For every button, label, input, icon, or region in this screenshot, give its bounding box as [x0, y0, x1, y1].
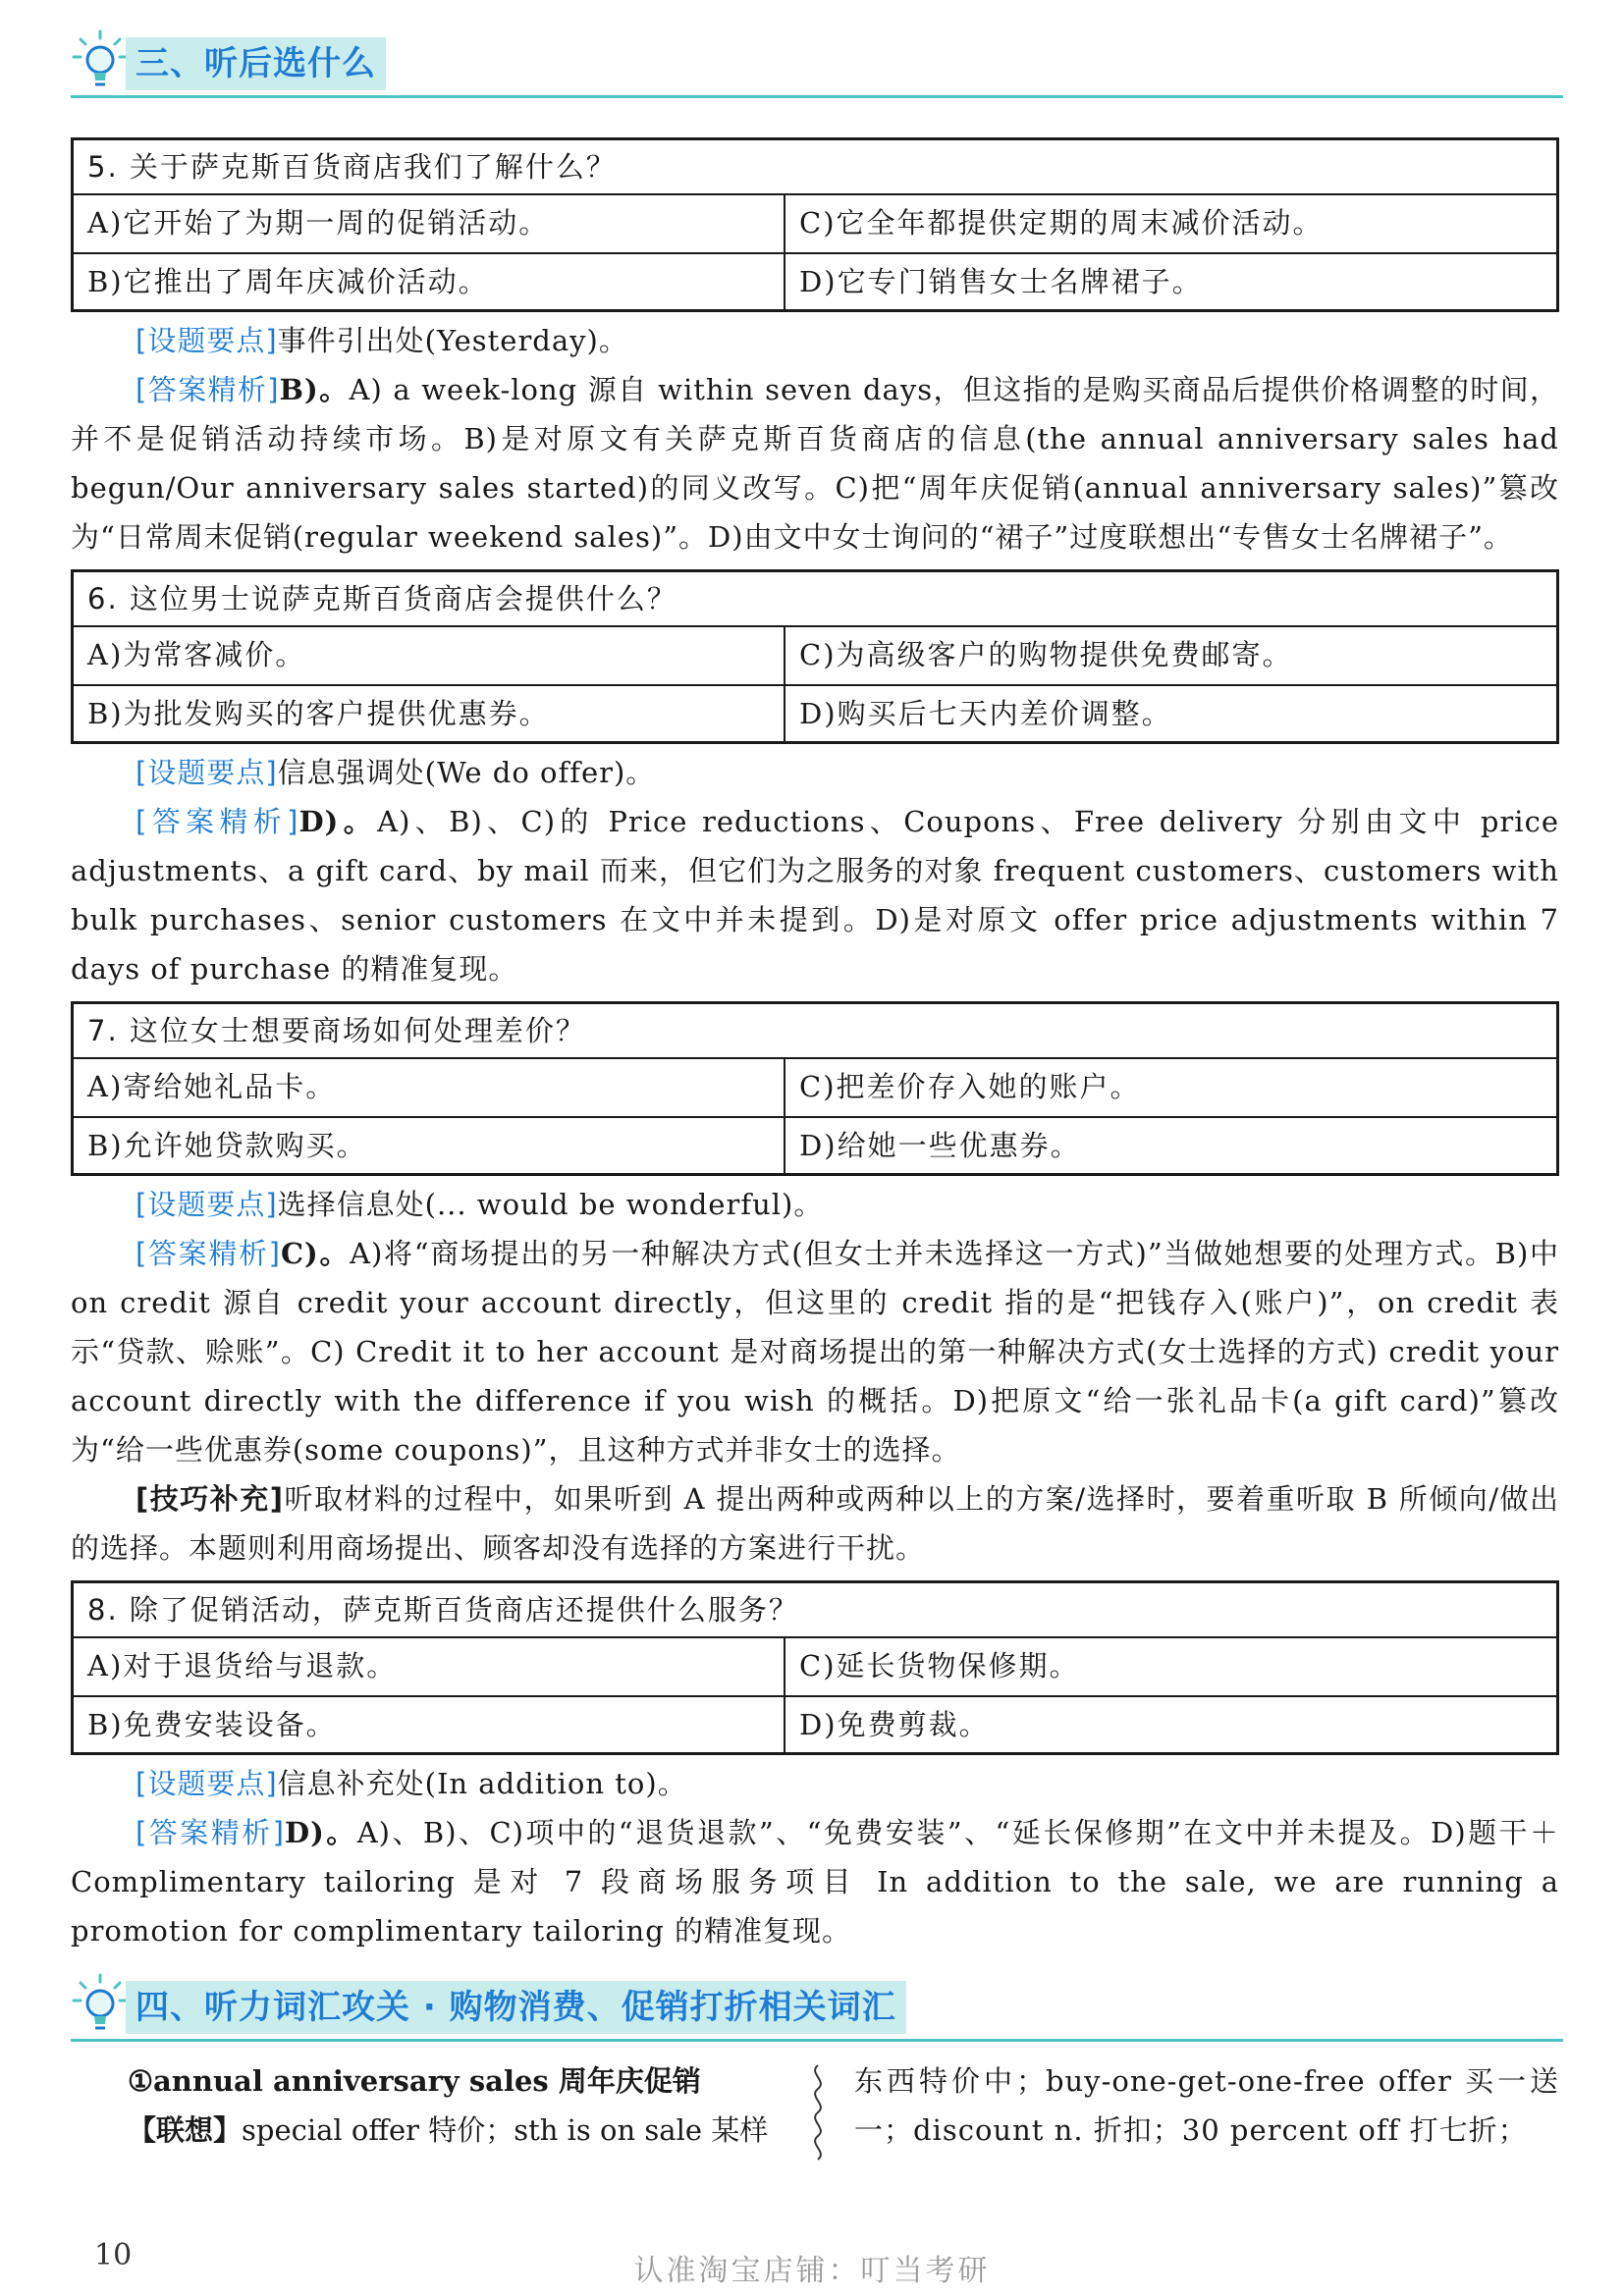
point-paragraph-7	[71, 1180, 1559, 1229]
answer: B)。	[279, 373, 350, 406]
analysis-paragraph-5	[71, 365, 1559, 561]
footer-watermark: 认准淘宝店铺：叮当考研	[633, 2254, 991, 2288]
analysis-tag: [答案精析]	[135, 373, 280, 406]
options-row	[74, 627, 1556, 684]
option-b: B)为批发购买的客户提供优惠券。	[74, 686, 785, 741]
analysis-text: A)、B)、C)的 Price reductions、Coupons、Free delivery 分别由文中 price adjustments、a gift card、by mail 而来，但它们为之服务的对象 frequent customers、customers with bulk purchases、senior customers 在文中并未提到。D)是对原文 offer price adjustments within 7 days of purchase 的精准复现。	[71, 805, 1559, 986]
question-table-7	[71, 1001, 1559, 1176]
squiggle-divider	[803, 2061, 833, 2169]
option-a: A)寄给她礼品卡。	[74, 1059, 785, 1116]
lightbulb-icon	[71, 29, 130, 94]
point-paragraph-8	[71, 1759, 1559, 1808]
tip-tag: [技巧补充]	[135, 1482, 284, 1516]
point-tag: [设题要点]	[135, 1767, 278, 1800]
options-row	[74, 1059, 1556, 1116]
option-d: D)给她一些优惠券。	[799, 1129, 1081, 1162]
option-a: A)对于退货给与退款。	[74, 1638, 785, 1695]
option-d: D)它专门销售女士名牌裙子。	[799, 265, 1203, 298]
page-number: 10	[94, 2238, 133, 2272]
analysis-paragraph-7	[71, 1229, 1559, 1474]
analysis-tag: [答案精析]	[135, 1237, 281, 1270]
option-d: D)免费剪裁。	[799, 1708, 990, 1741]
options-row	[74, 1116, 1556, 1173]
point-text: 选择信息处(... would be wonderful)。	[277, 1188, 824, 1221]
option-b: B)它推出了周年庆减价活动。	[74, 254, 785, 309]
tip-text: 听取材料的过程中，如果听到 A 提出两种或两种以上的方案/选择时，要着重听取 B 所倾向/做出的选择。本题则利用商场提出、顾客却没有选择的方案进行干扰。	[71, 1482, 1560, 1565]
vocab-term: ①annual anniversary sales 周年庆促销	[128, 2064, 701, 2098]
section-header-4	[71, 1973, 1563, 2042]
question-text: 5. 关于萨克斯百货商店我们了解什么？	[74, 140, 1556, 195]
analysis-tag: [答案精析]	[135, 805, 299, 838]
vocab-left-column	[128, 2056, 795, 2155]
section-title: 四、听力词汇攻关 · 购物消费、促销打折相关词汇	[126, 1981, 906, 2034]
analysis-text: A)、B)、C)项中的“退货退款”、“免费安装”、“延长保修期”在文中并未提及。D)题干＋Complimentary tailoring 是对 7 段商场服务项目 In addition to the sale, we are running a promotion for complimentary tailoring 的精准复现。	[71, 1816, 1560, 1948]
section-header-3	[71, 29, 1563, 98]
lightbulb-icon	[71, 1973, 130, 2038]
options-row	[74, 195, 1556, 252]
option-c: C)延长货物保修期。	[799, 1649, 1080, 1682]
options-row	[74, 252, 1556, 309]
question-text: 8. 除了促销活动，萨克斯百货商店还提供什么服务？	[74, 1583, 1556, 1638]
vocab-association	[128, 2106, 795, 2155]
point-text: 信息强调处(We do offer)。	[277, 756, 656, 789]
answer: C)。	[280, 1237, 351, 1270]
section-title: 三、听后选什么	[126, 37, 386, 90]
option-c: C)为高级客户的购物提供免费邮寄。	[799, 638, 1293, 671]
section-rule	[71, 95, 1563, 98]
point-text: 事件引出处(Yesterday)。	[277, 324, 628, 357]
question-table-5	[71, 137, 1559, 312]
association-text: special offer 特价；sth is on sale 某样	[242, 2113, 769, 2147]
association-tag: 【联想】	[128, 2113, 243, 2147]
tip-paragraph-7	[71, 1474, 1559, 1573]
analysis-paragraph-6	[71, 797, 1559, 993]
point-tag: [设题要点]	[135, 756, 278, 789]
options-row	[74, 1638, 1556, 1695]
point-text: 信息补充处(In addition to)。	[277, 1767, 687, 1800]
analysis-text: A) a week-long 源自 within seven days，但这指的是购买商品后提供价格调整的时间，并不是促销活动持续市场。B)是对原文有关萨克斯百货商店的信息(the annual anniversary sales had begun/Our anniversary sales started)的同义改写。C)把“周年庆促销(annual anniversary sales)”篡改为“日常周末促销(regular weekend sales)”。D)由文中女士询问的“裙子”过度联想出“专售女士名牌裙子”。	[71, 373, 1559, 554]
analysis-tag: [答案精析]	[135, 1816, 285, 1849]
point-paragraph-5	[71, 316, 1559, 365]
answer: D)。	[284, 1816, 357, 1849]
answer: D)。	[298, 805, 378, 838]
option-d: D)购买后七天内差价调整。	[799, 697, 1172, 730]
option-b: B)允许她贷款购买。	[74, 1118, 785, 1173]
question-table-6	[71, 569, 1559, 744]
vocab-right-column: 东西特价中；buy-one-get-one-free offer 买一送一；discount n. 折扣；30 percent off 打七折；	[854, 2064, 1559, 2147]
option-a: A)它开始了为期一周的促销活动。	[74, 195, 785, 252]
question-table-8	[71, 1580, 1559, 1755]
option-b: B)免费安装设备。	[74, 1697, 785, 1752]
point-tag: [设题要点]	[135, 324, 278, 357]
option-c: C)它全年都提供定期的周末减价活动。	[799, 206, 1324, 240]
question-text: 6. 这位男士说萨克斯百货商店会提供什么？	[74, 572, 1556, 627]
analysis-text: A)将“商场提出的另一种解决方式(但女士并未选择这一方式)”当做她想要的处理方式。B)中 on credit 源自 credit your account directly，但这里的 credit 指的是“把钱存入(账户)”，on credit 表示“贷款、赊账”。C) Credit it to her account 是对商场提出的第一种解决方式(女士选择的方式) credit your account directly with the difference if you wish 的概括。D)把原文“给一张礼品卡(a gift card)”篡改为“给一些优惠券(some coupons)”，且这种方式并非女士的选择。	[71, 1237, 1559, 1467]
options-row	[74, 684, 1556, 741]
option-c: C)把差价存入她的账户。	[799, 1070, 1141, 1103]
analysis-paragraph-8	[71, 1808, 1559, 1955]
question-text: 7. 这位女士想要商场如何处理差价？	[74, 1004, 1556, 1059]
options-row	[74, 1695, 1556, 1752]
section-rule	[71, 2039, 1563, 2042]
point-paragraph-6	[71, 748, 1559, 797]
option-a: A)为常客减价。	[74, 627, 785, 684]
point-tag: [设题要点]	[135, 1188, 278, 1221]
